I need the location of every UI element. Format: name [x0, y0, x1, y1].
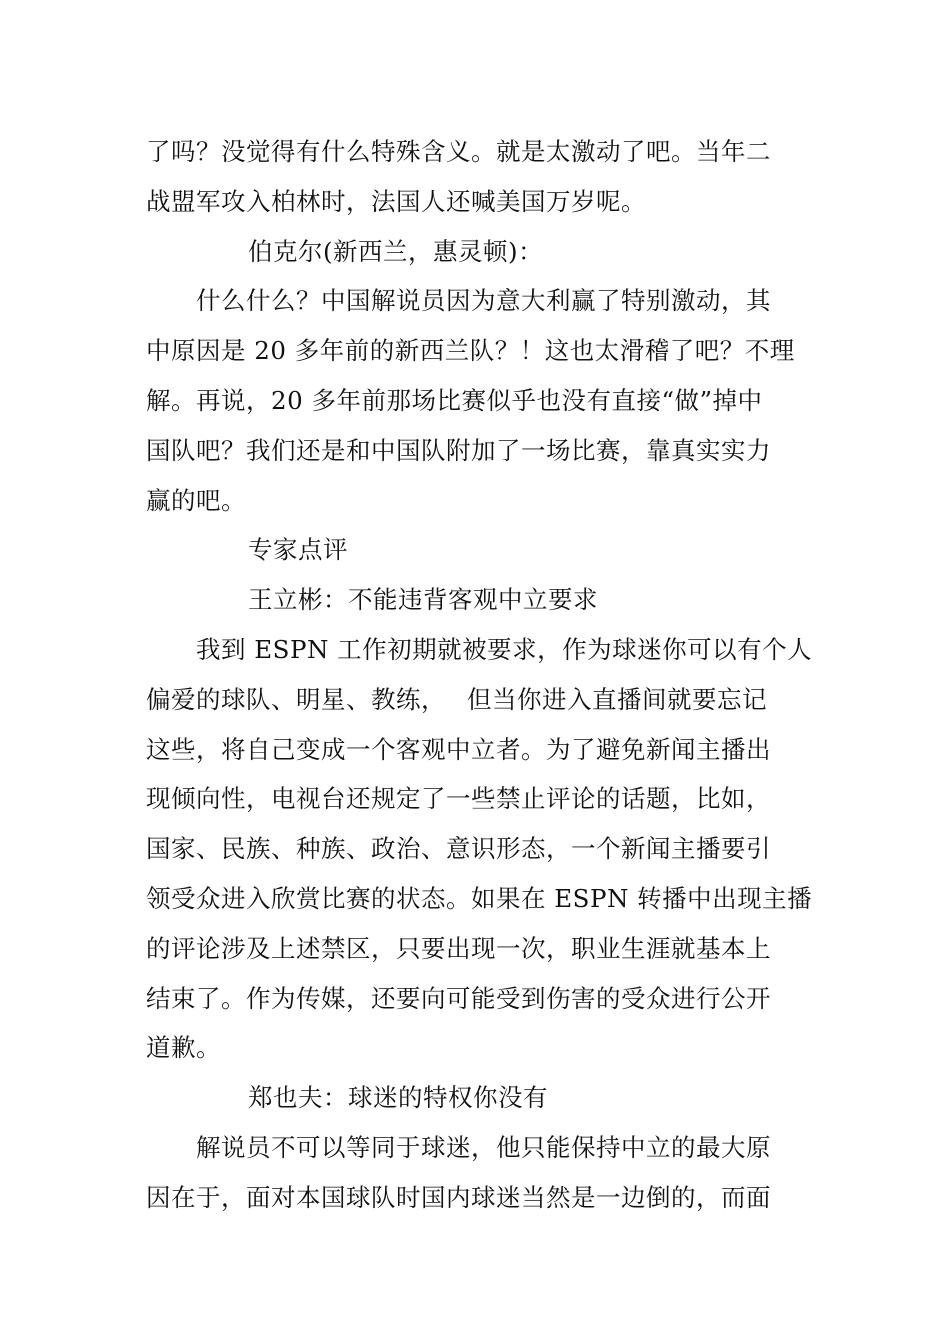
text-line: 领受众进入欣赏比赛的状态。如果在 ESPN 转播中出现主播 [146, 883, 813, 913]
text-line: 的评论涉及上述禁区，只要出现一次，职业生涯就基本上 [146, 933, 771, 963]
text-line: 现倾向性，电视台还规定了一些禁止评论的话题，比如， [146, 784, 771, 814]
text-line: 国家、民族、种族、政治、意识形态，一个新闻主播要引 [146, 834, 771, 864]
heading-line: 专家点评 [248, 535, 348, 565]
text-line: 结束了。作为传媒，还要向可能受到伤害的受众进行公开 [146, 983, 771, 1013]
paragraph-heading-wang [146, 575, 810, 625]
paragraph-heading-zheng [146, 1073, 810, 1123]
text-line: 什么什么？中国解说员因为意大利赢了特别激动，其 [196, 286, 771, 316]
text-line: 国队吧？我们还是和中国队附加了一场比赛，靠真实实力 [146, 435, 771, 465]
text-line: 解说员不可以等同于球迷，他只能保持中立的最大原 [196, 1132, 771, 1162]
heading-line: 王立彬：不能违背客观中立要求 [248, 585, 598, 615]
paragraph-continuation [146, 127, 810, 227]
paragraph-zheng-comment [146, 1123, 810, 1223]
heading-line: 郑也夫：球迷的特权你没有 [248, 1083, 548, 1113]
paragraph-heading-burke [146, 227, 810, 277]
text-line: 赢的吧。 [146, 485, 246, 515]
paragraph-wang-comment [146, 625, 813, 1073]
text-line: 这些，将自己变成一个客观中立者。为了避免新闻主播出 [146, 734, 771, 764]
text-line: 中原因是 20 多年前的新西兰队？！这也太滑稽了吧？不理 [146, 336, 795, 366]
text-line: 道歉。 [146, 1033, 221, 1063]
text-line: 因在于，面对本国球队时国内球迷当然是一边倒的，而面 [146, 1182, 771, 1212]
text-line: 战盟军攻入柏林时，法国人还喊美国万岁呢。 [146, 186, 646, 216]
document-body [146, 127, 813, 1223]
text-line: 了吗？没觉得有什么特殊含义。就是太激动了吧。当年二 [146, 137, 771, 166]
text-line: 偏爱的球队、明星、教练， 但当你进入直播间就要忘记 [146, 684, 768, 714]
text-line: 解。再说，20 多年前那场比赛似乎也没有直接“做”掉中 [146, 385, 763, 415]
heading-line: 伯克尔(新西兰，惠灵顿)： [248, 236, 544, 266]
text-line: 我到 ESPN 工作初期就被要求，作为球迷你可以有个人 [196, 634, 813, 664]
paragraph-heading-expert-review [146, 525, 810, 575]
paragraph-burke-comment [146, 276, 810, 525]
